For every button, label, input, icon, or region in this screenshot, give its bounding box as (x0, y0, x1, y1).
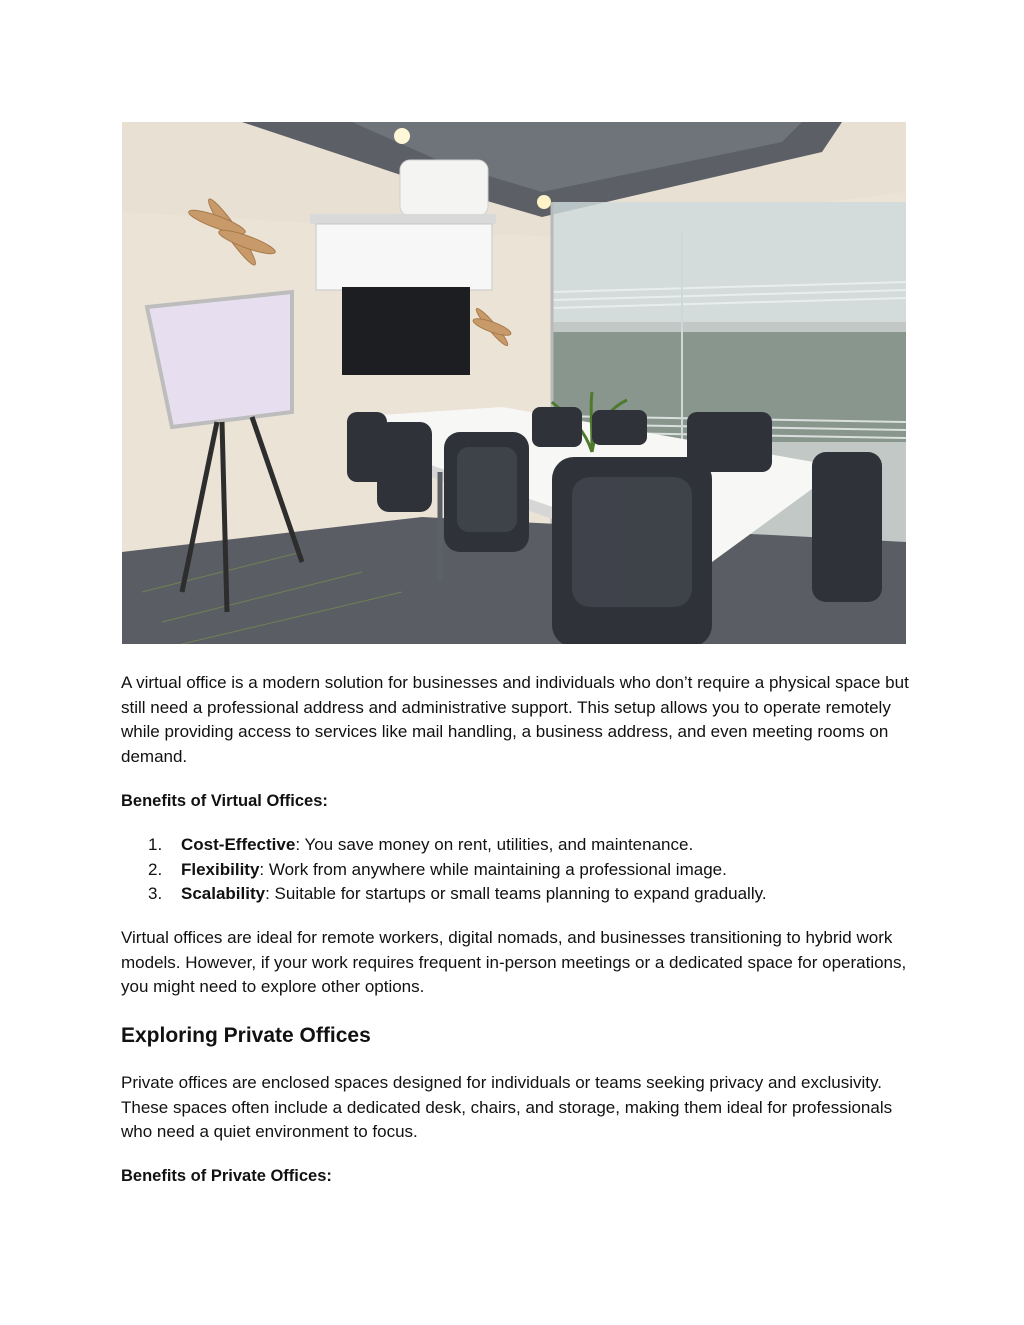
list-number: 3. (148, 884, 163, 903)
benefit-description: : Work from anywhere while maintaining a professional image. (259, 859, 727, 879)
private-benefits-heading: Benefits of Private Offices: (121, 1167, 332, 1185)
private-paragraph: Private offices are enclosed spaces designed for individuals or teams seeking privacy and exclusivity. These spaces often include a dedicated desk, chairs, and storage, making them ideal for professionals who need a quiet environment to focus. (121, 1073, 893, 1141)
list-number: 2. (148, 859, 163, 879)
intro-paragraph: A virtual office is a modern solution for businesses and individuals who don’t require a physical space but still need a professional address and administrative support. This setup allows you to operate remotely while providing access to services like mail handling, a business address, and even meeting rooms on demand. (121, 673, 909, 766)
list-item (121, 858, 911, 883)
list-item (121, 833, 911, 858)
benefit-description: : Suitable for startups or small teams planning to expand gradually. (265, 884, 767, 903)
benefit-description: : You save money on rent, utilities, and maintenance. (295, 835, 694, 854)
virtual-summary-paragraph: Virtual offices are ideal for remote workers, digital nomads, and businesses transitioning to hybrid work models. However, if your work requires frequent in-person meetings or a dedicated space for operations, you might need to explore other options. (121, 928, 907, 996)
virtual-benefits-list (121, 833, 911, 907)
virtual-benefits-heading: Benefits of Virtual Offices: (121, 792, 328, 810)
list-item (121, 882, 911, 907)
benefit-term: Scalability (181, 884, 266, 903)
meeting-room-photo (122, 122, 906, 644)
benefit-term: Cost-Effective (181, 835, 296, 854)
benefit-term: Flexibility (181, 859, 260, 879)
list-number: 1. (148, 835, 163, 854)
section-heading: Exploring Private Offices (121, 1024, 371, 1047)
